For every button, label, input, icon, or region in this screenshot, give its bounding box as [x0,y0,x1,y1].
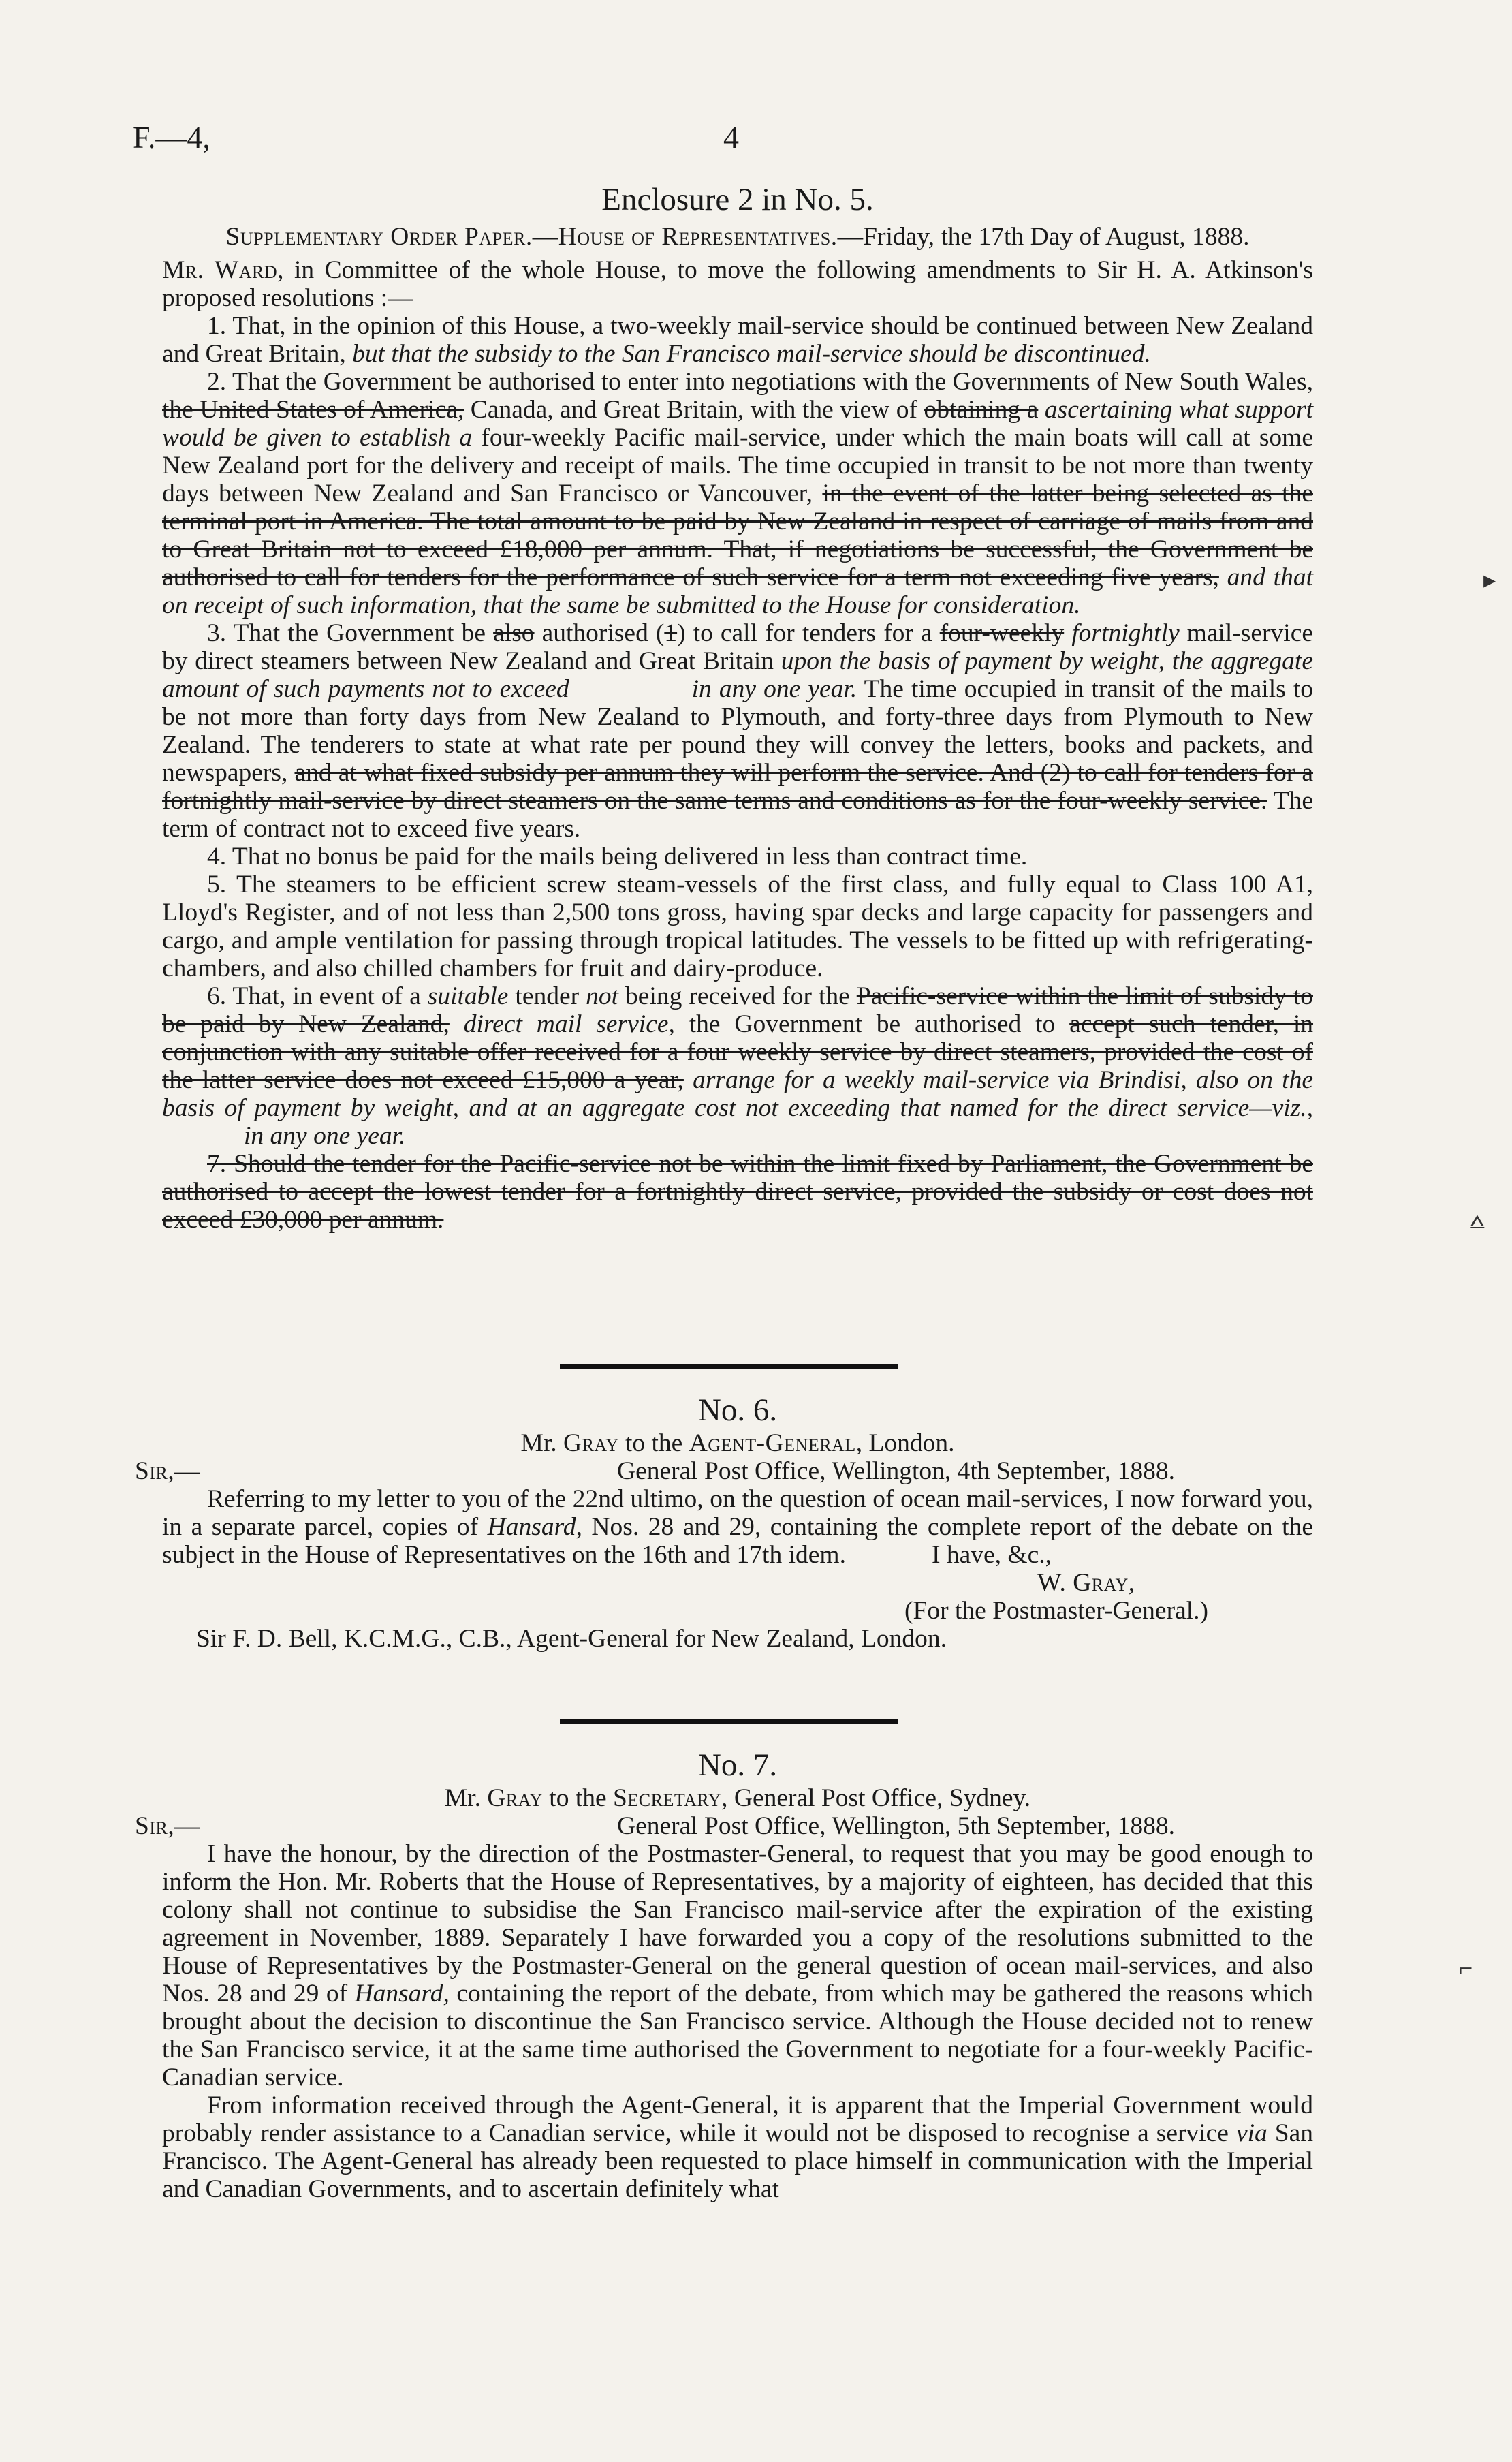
order-paper-title: Supplementary Order Paper.—House of Representatives. [225,223,838,251]
page-number: 4 [723,120,739,155]
letter6-dateline: General Post Office, Wellington, 4th September, 1888. [617,1457,1175,1485]
enclosure-title: Enclosure 2 in No. 5. [601,182,874,217]
letter6-body: Referring to my letter to you of the 22nd ultimo, on the question of ocean mail-services, I now forward you, in a separate parcel, copies of Hansard, Nos. 28 and 29, containing the complete report of the debate on the subject in the House of Representatives on the 16th and 17th idem. [162,1485,1313,1569]
letter7-paragraph-2: From information received through the Agent-General, it is apparent that the Imperial Government would probably render assistance to a Canadian service, while it would not be disposed to recognise a service via San Francisco. The Agent-General has already been requested to place himself in communication with the Imperial and Canadian Governments, and to ascertain definitely what [162,2091,1314,2203]
order-paper-line [162,223,1313,251]
resolution-7: 7. Should the tender for the Pacific-service not be within the limit fixed by Parliament, the Government be authorised to accept the lowest tender for a fortnightly direct service, provided the subsidy or cost does not exceed £30,000 per annum. [162,1150,1313,1234]
enclosure-section [162,181,1313,1234]
section-rule [560,1364,898,1369]
letter7-address: Mr. Gray to the Secretary, General Post Office, Sydney. [444,1784,1031,1812]
letter6-signature: W. Gray, [1037,1569,1135,1597]
letter6-title: No. 6. [697,1392,778,1428]
letter6-salutation-row [135,1457,1313,1485]
intro-text: , in Committee of the whole House, to move the following amendments to Sir H. A. Atkinson's proposed resolutions :— [162,256,1313,312]
letter6-address: Mr. Gray to the Agent-General, London. [520,1429,955,1457]
resolution-4: 4. That no bonus be paid for the mails being delivered in less than contract time. [207,843,1028,871]
resolution-2: 2. That the Government be authorised to enter into negotiations with the Governments of New South Wales, the United States of America, Canada, and Great Britain, with the view of obtaining a ascertaining what support would be given to establish a four-weekly Pacific mail-service, under which the main boats will call at some New Zealand port for the delivery and receipt of mails. The time occupied in transit to be not more than twenty days between New Zealand and San Francisco or Vancouver, in the event of the latter being selected as the terminal port in America. The total amount to be paid by New Zealand in respect of carriage of mails from and to Great Britain not to exceed £18,000 per annum. That, if negotiations be successful, the Government be authorised to call for tenders for the performance of such service for a term not exceeding five years, and that on receipt of such information, that the same be submitted to the House for consideration. [162,368,1313,619]
letter7-salutation: Sir,— [135,1812,201,1840]
letter6-addressee: Sir F. D. Bell, K.C.M.G., C.B., Agent-General for New Zealand, London. [196,1625,947,1653]
letter6-signature-role: (For the Postmaster-General.) [904,1597,1208,1625]
letter7-dateline: General Post Office, Wellington, 5th September, 1888. [617,1812,1175,1840]
resolution-6: 6. That, in event of a suitable tender not being received for the Pacific-service within the limit of subsidy to be paid by New Zealand, direct mail service, the Government be authorised to accept such tender, in conjunction with any suitable offer received for a four weekly service by direct steamers, provided the cost of the latter service does not exceed £15,000 a year, arrange for a weekly mail-service via Brindisi, also on the basis of payment by weight, and at an aggregate cost not exceeding that named for the direct service—viz.,in any one year. [162,982,1314,1150]
order-paper-date: —Friday, the 17th Day of August, 1888. [837,223,1250,251]
page-reference: F.—4, [133,120,210,155]
margin-mark: ▸ [1483,566,1496,593]
letter6-salutation: Sir,— [135,1457,201,1485]
resolution-1: 1. That, in the opinion of this House, a two-weekly mail-service should be continued between New Zealand and Great Britain, but that the subsidy to the San Francisco mail-service should be discontinued. [162,312,1313,368]
intro-paragraph [162,256,1313,312]
letter-no6 [135,1391,1313,1653]
resolution-3: 3. That the Government be also authorised (1) to call for tenders for a four-weekly fortnightly mail-service by direct steamers between New Zealand and Great Britain upon the basis of payment by weight, the aggregate amount of such payments not to exceed in any one year. The time occupied in transit of the mails to be not more than forty days from New Zealand to Plymouth, and forty-three days from Plymouth to New Zealand. The tenderers to state at what rate per pound they will convey the letters, books and packets, and newspapers, and at what fixed subsidy per annum they will perform the service. And (2) to call for tenders for a fortnightly mail-service by direct steamers on the same terms and conditions as for the four-weekly service. The term of contract not to exceed five years. [162,619,1313,843]
margin-mark: ⩟ [1470,1206,1485,1234]
letter-no7 [135,1746,1314,2203]
letter7-paragraph-1: I have the honour, by the direction of the Postmaster-General, to request that you may be good enough to inform the Hon. Mr. Roberts that the House of Representatives, by a majority of eighteen, has decided that this colony shall not continue to subsidise the San Francisco mail-service after the expiration of the existing agreement in November, 1889. Separately I have forwarded you a copy of the resolutions submitted to the House of Representatives by the Postmaster-General on the general question of ocean mail-services, and also Nos. 28 and 29 of Hansard, containing the report of the debate, from which may be gathered the reasons which brought about the decision to discontinue the San Francisco service. Although the House decided not to renew the San Francisco service, it at the same time authorised the Government to negotiate for a four-weekly Pacific-Canadian service. [162,1840,1314,2091]
resolution-5: 5. The steamers to be efficient screw steam-vessels of the first class, and fully equal to Class 100 A1, Lloyd's Register, and of not less than 2,500 tons gross, having spar decks and large capacity for passengers and cargo, and ample ventilation for passing through tropical latitudes. The vessels to be fitted up with refrigerating-chambers, and also chilled chambers for fruit and dairy-produce. [162,871,1313,982]
letter6-closing: I have, &c., [932,1541,1052,1569]
margin-mark: ⌐ [1459,1954,1473,1982]
letter7-title: No. 7. [697,1747,778,1783]
letter6-closing-row [162,1541,1313,1569]
member-name: Mr. Ward [162,256,278,284]
section-rule [560,1719,898,1724]
